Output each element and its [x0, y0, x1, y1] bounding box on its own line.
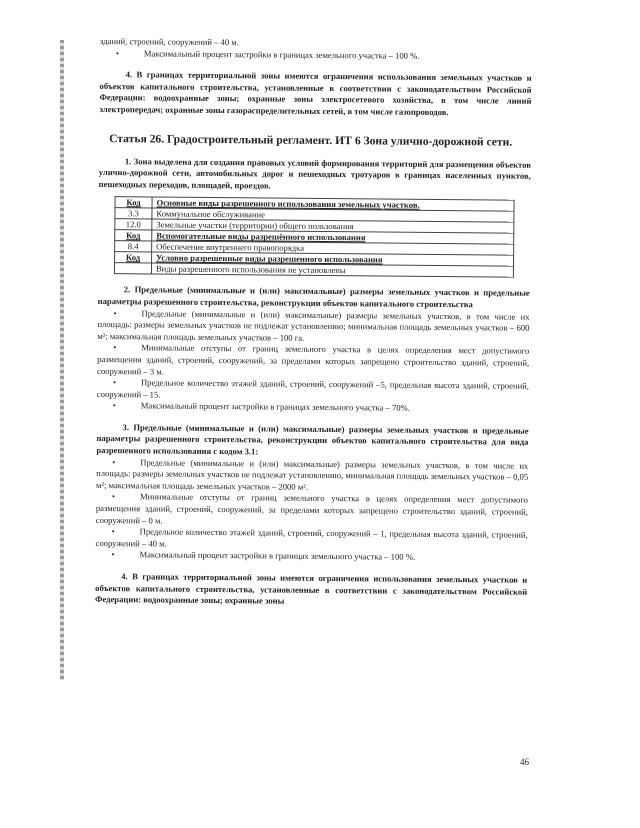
section3-bullet-2: • Минимальные отступы от границ земельного участка в целях определения мест допустимого размещения зданий, строений, сооружений, за пределами которых запрещено строительство зданий, строений, сооружений – 0 м.	[96, 491, 528, 530]
section4-top: 4. В границах территориальной зоны имеются ограничения использования земельных участков и объектов капитального строительства, установленные в соответствии с законодательством Российской Федерации: водоохранные зоны; охранные зоны электросетевого хозяйства, в том числе линий электропередач; охранные зоны газораспределительных сетей, в том числе газопроводов.	[99, 69, 532, 118]
page-number: 46	[520, 757, 529, 767]
section2-heading: 2. Предельные (минимальные и (или) максимальные) размеры земельных участков и предельные параметры разрешенного строительства, реконструкции объектов капитального строительства	[97, 284, 530, 310]
section3-bullet-4: • Максимальный процент застройки в границах земельного участка – 100 %.	[95, 549, 527, 564]
section3-bullet-1: • Предельные (минимальные и (или) максимальные) размеры земельных участков, в том числе их площадь: размеры земельных участков не подлежат установлению, минимальная площадь земельных участков – 0,05 м²; максимальная площадь земельных участков – 2000 м².	[96, 457, 528, 496]
document-page	[95, 36, 532, 610]
use-types-table	[114, 196, 515, 277]
section3-bullet-3: • Предельное количество этажей зданий, строений, сооружений – 1, предельная высота зданий, строений, сооружений – 40 м.	[96, 526, 528, 553]
table-cell-text: Условно разрешенные виды разрешенного использования	[152, 252, 514, 266]
table-cell-text: Основные виды разрешенного использования земельных участков.	[152, 197, 514, 211]
section1-text: 1. Зона выделена для создания правовых условий формирования территорий для размещения объектов улично-дорожной сети, автомобильных дорог и пешеходных тротуаров в границах населенных пунктов, пешеходных переходов, площадей, проездов.	[98, 155, 531, 191]
section2-bullet-4: • Максимальный процент застройки в границах земельного участка – 70%.	[97, 400, 529, 415]
article-heading: Статья 26. Градостроительный регламент. ИТ 6 Зона улично-дорожной сети.	[109, 131, 513, 149]
table-cell-code: 3.3	[115, 208, 152, 219]
table-cell-text: Обеспечение внутреннего правопорядка	[152, 241, 514, 255]
top-bullet: • Максимальный процент застройки в границах земельного участка – 100 %.	[100, 48, 532, 63]
table-cell-code: 8.4	[115, 241, 152, 252]
section3-heading: 3. Предельные (минимальные и (или) максимальные) размеры земельных участков и предельные параметры разрешенного строительства, реконструкции объектов капитального строительства для вида разрешенного использования с кодом 3.1:	[96, 422, 529, 457]
table-cell-code: Код	[115, 252, 152, 263]
section4-bottom: 4. В границах территориальной зоны имеются ограничения использования земельных участков и объектов капитального строительства, установленные в соответствии с законодательством Российской Федерации: водоохранные зоны; охранные зоны	[95, 571, 528, 606]
table-cell-code: Код	[115, 230, 152, 241]
table-cell-text: Земельные участки (территории) общего пользования	[152, 219, 514, 233]
table-cell-code	[114, 263, 151, 274]
top-line: зданий, строений, сооружений – 40 м.	[99, 36, 239, 48]
table-cell-code: Код	[115, 197, 152, 208]
section2-bullet-1: • Предельные (минимальные и (или) максимальные) размеры земельных участков, в том числе их площадь: размеры земельных участков не подлежат установлению; минимальная площадь земельных участков – 600 м²; максимальная площадь земельных участков – 100 га.	[97, 308, 529, 347]
section2-bullet-2: • Минимальные отступы от границ земельного участка в целях определения мест допустимого размещения зданий, строений, сооружений, за пределами которых запрещено строительство зданий, строений, сооружений – 3 м.	[97, 342, 529, 381]
table-cell-text: Вспомогательные виды разрешённого использования	[152, 230, 514, 244]
table-cell-text: Виды разрешенного использования не установлены	[151, 263, 513, 277]
table-cell-text: Коммунальное обслуживание	[152, 208, 514, 222]
binding-holes	[60, 40, 64, 680]
table-cell-code: 12.0	[115, 219, 152, 230]
section2-bullet-3: • Предельное количество этажей зданий, строений, сооружений –5, предельная высота зданий, строений, сооружений – 15.	[97, 377, 529, 404]
